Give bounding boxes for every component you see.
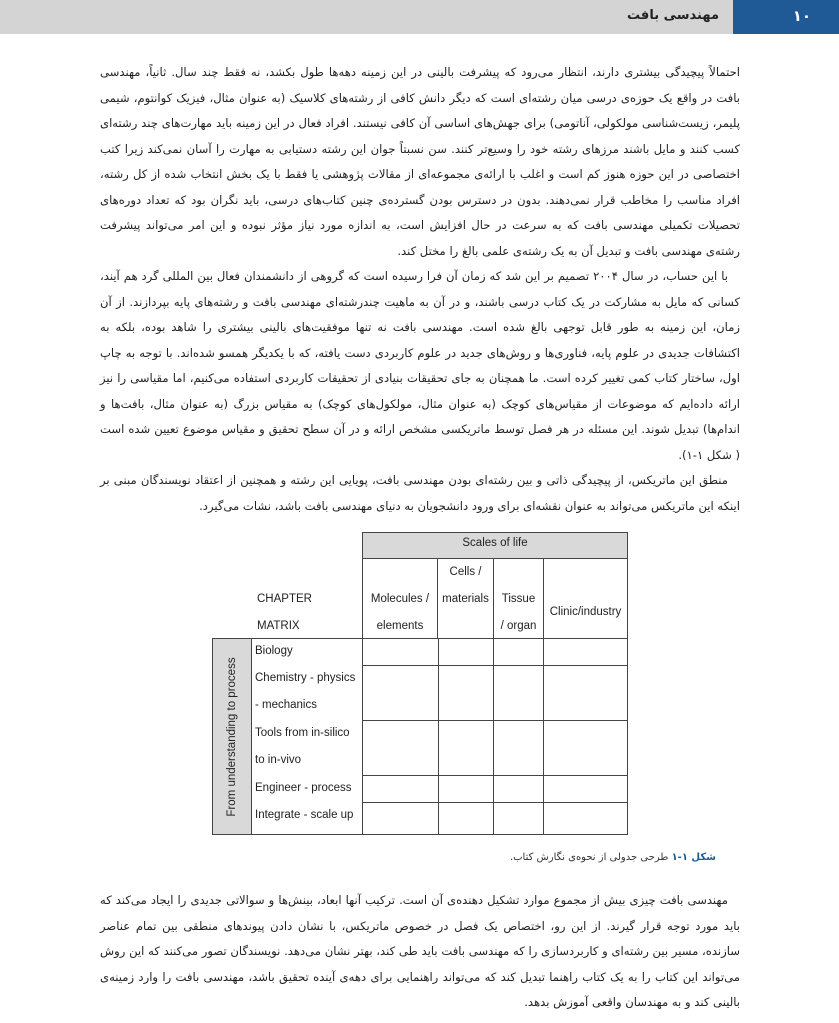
column-header-cells <box>438 559 494 638</box>
column-header-molecules <box>362 559 438 638</box>
scales-of-life-header: Scales of life <box>362 532 628 559</box>
grid-line <box>362 638 363 835</box>
body-text-bottom <box>100 888 740 1016</box>
grid-line <box>438 638 439 835</box>
paragraph: منطق این ماتریکس، از پیچیدگی ذاتی و بین رشته‌ای بودن مهندسی بافت، پویایی این رشته و همچنین از اعتقاد نویسندگان مبنی بر اینکه این ماتریکس می‌تواند به عنوان نقشه‌ای برای ورود دانشجویان به دنیای مهندسی بافت باشد، نشات می‌گیرد. <box>100 473 740 513</box>
grid-line <box>493 638 494 835</box>
column-header-line: Molecules / <box>370 593 430 605</box>
page-number: ۱۰ <box>792 7 811 25</box>
grid-line <box>627 638 628 835</box>
grid-line <box>543 638 544 835</box>
row-label-line: Tools from in-silico <box>255 727 350 739</box>
row-label-biology <box>255 638 362 665</box>
chapter-matrix-figure <box>212 532 628 835</box>
row-label-line: Biology <box>255 645 293 657</box>
row-label-chemistry <box>255 665 362 719</box>
body-text-top <box>100 60 740 519</box>
column-header-line: Clinic/industry <box>549 606 622 618</box>
column-header-line: Cells / <box>449 566 482 578</box>
column-header-line: materials <box>442 593 489 605</box>
row-label-line: Integrate - scale up <box>255 809 354 821</box>
figure-caption-label: شکل ۱-۱ <box>671 852 716 863</box>
column-header-line: Tissue <box>501 593 536 605</box>
figure-caption <box>510 852 716 863</box>
row-label-engineer <box>255 775 362 802</box>
paragraph: مهندسی بافت چیزی بیش از مجموع موارد تشکیل دهنده‌ی آن است. ترکیب آنها ابعاد، بینش‌ها و سوالاتی جدیدی را ایجاد می‌کند که باید مورد توجه قرار گیرند. از این رو، اختصاص یک فصل در خصوص ماتریکس، با نشان دادن پیوندهای منطقی بین تمام عناصر سازنده، مسیر بین رشته‌ای و کاربردسازی را که مهندسی بافت باید طی کند، بهتر نشان می‌دهد. نویسندگان تصور می‌کنند که این روش می‌تواند این کتاب را به یک کتاب راهنما تبدیل کند که می‌تواند راهنمایی برای دهه‌ی آینده تحقیق باشد، مهندسی بافت را وارد زمینه‌ی بالینی کند و به مهندسان واقعی آموزش بدهد. <box>100 893 740 1009</box>
row-label-line: Chemistry - physics <box>255 672 356 684</box>
row-label-line: to in-vivo <box>255 754 302 766</box>
grid-line <box>362 775 628 776</box>
row-label-line: - mechanics <box>255 699 317 711</box>
column-header-line: / organ <box>500 620 537 632</box>
grid-line <box>212 638 628 639</box>
column-header-line: elements <box>376 620 424 632</box>
chapter-matrix-label <box>257 559 362 640</box>
side-label-text: From understanding to process <box>226 656 238 817</box>
paragraph: احتمالاً پیچیدگی بیشتری دارند، انتظار می‌رود که پیشرفت بالینی در این زمینه دهه‌ها طول بکشد، نه فقط چند سال. ثانیاً، مهندسی بافت در واقع یک حوزه‌ی درسی میان رشته‌ای است که دیگر دانش کافی از رشته‌های کلاسیک (به عنوان مثال، فیزیک کوانتوم، شیمی پلیمر، زیست‌شناسی مولکولی، آناتومی) برای جهش‌های اساسی آن کافی نیستند. افراد فعال در این زمینه باید مهارت‌های چند رشته‌ای کسب کنند و مایل باشند مرزهای رشته خود را وسیع‌تر کنند. سن نسبتاً جوان این رشته دستیابی به مهارت را آسان نمی‌کند زیرا کتب اختصاصی در این حوزه هنوز کم است و اغلب با ارائه‌ی مجموعه‌ای از مقالات پژوهشی یا فقط با یک بخش انتخاب شده از کل رشته، افراد مناسب را مخاطب قرار نمی‌دهند. بدون در دسترس بودن گسترده‌ی چنین کتاب‌های درسی، باید نگران بود که تعداد دوره‌های تحصیلات تکمیلی مهندسی بافت که به سرعت در حال افزایش است، به اندازه مورد نیاز مؤثر نبوده و این امر می‌تواند پیشرفت رشته‌ی مهندسی بافت و تبدیل آن به یک رشته‌ی علمی بالغ را مختل کند. <box>100 65 740 258</box>
row-label-tools <box>255 720 362 774</box>
running-title: مهندسی بافت <box>627 8 719 23</box>
page-header <box>0 0 839 34</box>
grid-line <box>362 720 628 721</box>
row-label-line: Engineer - process <box>255 782 352 794</box>
row-label-integrate <box>255 802 362 829</box>
paragraph: با این حساب، در سال ۲۰۰۴ تصمیم بر این شد که زمان آن فرا رسیده است که گروهی از دانشمندان فعال بین المللی گرد هم آیند، کسانی که مایل به مشارکت در یک کتاب درسی باشند، و در آن به ماهیت چندرشته‌ای مهندسی بافت و رشته‌های پایه بپردازند. از آن زمان، این زمینه به طور قابل توجهی بالغ شده است. مهندسی بافت نه تنها موفقیت‌های بالینی بیشتری را شاهد بوده، بلکه به اکتشافات جدیدی در علوم پایه، فناوری‌ها و روش‌های جدید در علوم کاربردی دست یافته، که با یکدیگر همسو شده‌اند. با توجه به چاپ اول، ساختار کتاب کمی تغییر کرده است. ما همچنان به جای تحقیقات بنیادی از تحقیقات کاربردی استفاده می‌کنیم، اما مقیاسی را نیز ارائه داده‌ایم که موضوعات از مقیاس‌های کوچک (به عنوان مثال، مولکول‌های کوچک) به مقیاس بزرگ (به عنوان مثال، بافت‌ها و اندام‌ها) تبدیل شوند. این مسئله در هر فصل توسط ماتریکسی مشخص ارائه و در آن سطح تحقیق و مقیاس موضوع تعیین شده است ( شکل ۱-۱). <box>100 269 740 462</box>
chapter-label-line: MATRIX <box>257 620 300 632</box>
page-number-box <box>733 0 839 34</box>
chapter-label-line: CHAPTER <box>257 593 312 605</box>
column-header-tissue <box>494 559 544 638</box>
row-axis-label <box>212 638 252 835</box>
column-header-clinic <box>544 559 628 638</box>
grid-line <box>362 665 628 666</box>
grid-line <box>362 802 628 803</box>
grid-line <box>212 834 628 835</box>
figure-caption-text: طرحی جدولی از نحوه‌ی نگارش کتاب. <box>509 852 669 863</box>
